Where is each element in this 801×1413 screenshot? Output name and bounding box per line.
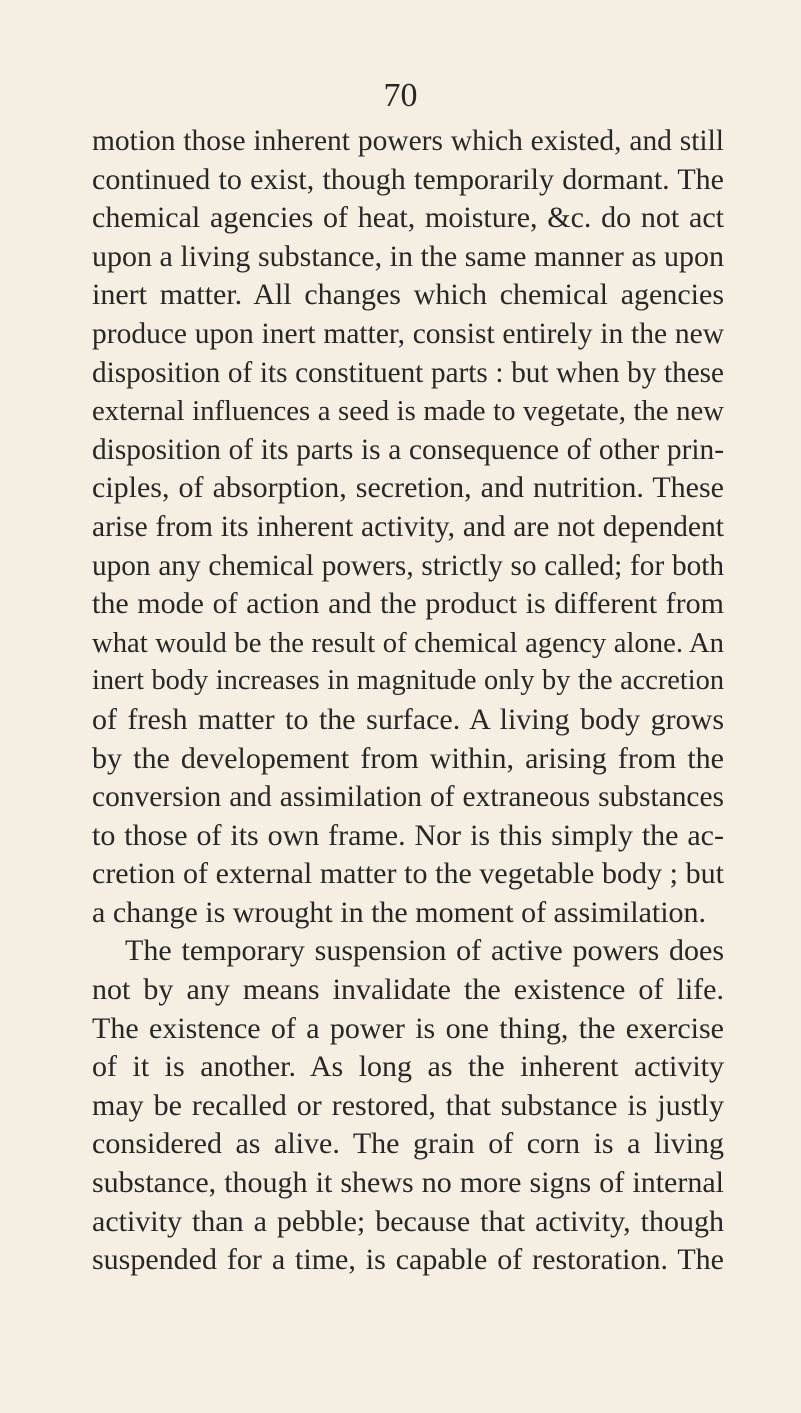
page-number: 70 <box>383 77 418 114</box>
text-line: not by any means invalidate the existence of life. <box>92 973 724 1007</box>
text-line: disposition of its parts is a consequence of other prin- <box>92 433 724 466</box>
text-line: chemical agencies of heat, moisture, &c. do not act <box>92 201 724 235</box>
text-line: substance, though it shews no more signs of internal <box>92 1166 724 1200</box>
text-line: external influences a seed is made to vegetate, the new <box>92 395 724 428</box>
text-line: motion those inherent powers which existed, and still <box>92 125 724 157</box>
text-line: upon a living substance, in the same manner as upon <box>92 239 724 273</box>
text-line: inert body increases in magnitude only by the accretion <box>92 665 724 697</box>
text-line: upon any chemical powers, strictly so called; for both <box>92 549 724 582</box>
text-line: conversion and assimilation of extraneous substances <box>92 781 724 814</box>
text-line: produce upon inert matter, consist entirely in the new <box>92 317 724 350</box>
text-line: to those of its own frame. Nor is this simply the ac- <box>92 818 724 852</box>
text-line: what would be the result of chemical agency alone. An <box>92 626 724 659</box>
text-line: the mode of action and the product is different from <box>92 587 724 621</box>
text-line: inert matter. All changes which chemical agencies <box>92 278 724 312</box>
text-line: of it is another. As long as the inherent activity <box>92 1050 724 1084</box>
text-line: suspended for a time, is capable of restoration. The <box>92 1243 724 1277</box>
text-line: arise from its inherent activity, and are not dependent <box>92 510 724 543</box>
body-text <box>92 122 724 1280</box>
text-line: cretion of external matter to the vegetable body ; but <box>92 857 724 891</box>
text-line: activity than a pebble; because that activity, though <box>92 1204 724 1238</box>
text-line: of fresh matter to the surface. A living body grows <box>92 702 724 736</box>
text-line: by the developement from within, arising from the <box>92 741 724 775</box>
text-line: disposition of its constituent parts : but when by these <box>92 356 724 389</box>
text-line: may be recalled or restored, that substance is justly <box>92 1088 724 1122</box>
text-line: The temporary suspension of active powers does <box>125 934 724 968</box>
text-line: ciples, of absorption, secretion, and nutrition. These <box>92 471 724 505</box>
text-line: The existence of a power is one thing, the exercise <box>92 1011 724 1045</box>
text-line: continued to exist, though temporarily dormant. The <box>92 162 724 196</box>
text-line: a change is wrought in the moment of assimilation. <box>92 895 707 929</box>
text-line: considered as alive. The grain of corn is a living <box>92 1127 724 1161</box>
